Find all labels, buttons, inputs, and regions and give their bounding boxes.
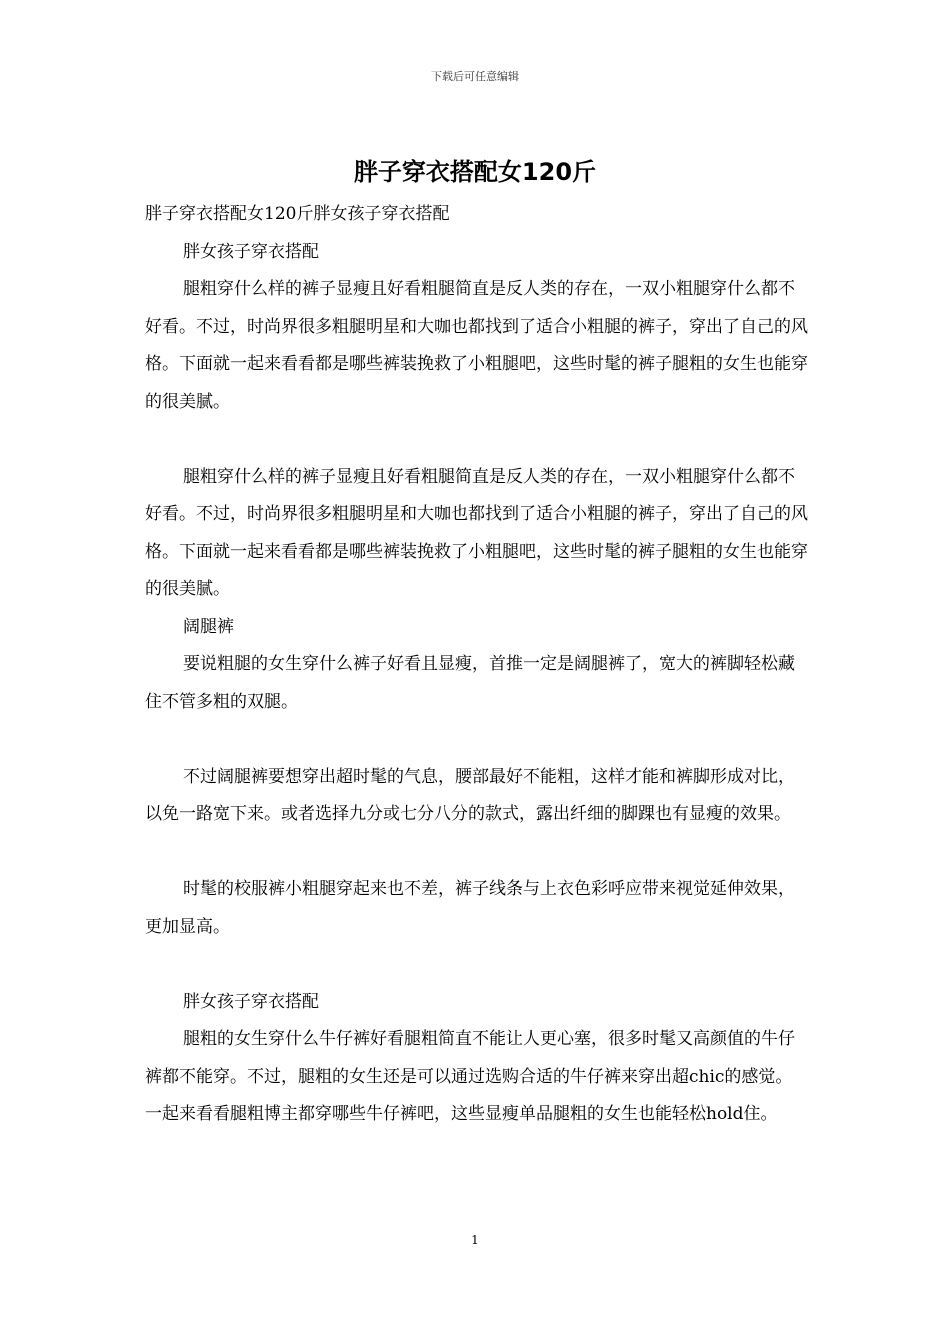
page-header-note: 下载后可任意编辑 [431, 70, 519, 83]
document-title: 胖子穿衣搭配女120斤 [353, 158, 597, 186]
body-paragraph: 腿粗穿什么样的裤子显瘦且好看粗腿简直是反人类的存在，一双小粗腿穿什么都不好看。不过，时尚界很多粗腿明星和大咖也都找到了适合小粗腿的裤子，穿出了自己的风格。下面就一起来看看都是哪些裤装挽救了小粗腿吧，这些时髦的裤子腿粗的女生也能穿的很美腻。 [145, 279, 808, 412]
section-heading: 胖女孩子穿衣搭配 [183, 991, 319, 1012]
body-paragraph: 时髦的校服裤小粗腿穿起来也不差，裤子线条与上衣色彩呼应带来视觉延伸效果，更加显高。 [145, 879, 795, 937]
blank-line [145, 834, 809, 872]
body-paragraph: 不过阔腿裤要想穿出超时髦的气息，腰部最好不能粗，这样才能和裤脚形成对比，以免一路宽下来。或者选择九分或七分八分的款式，露出纤细的脚踝也有显瘦的效果。 [145, 766, 795, 824]
body-paragraph: 腿粗穿什么样的裤子显瘦且好看粗腿简直是反人类的存在，一双小粗腿穿什么都不好看。不过，时尚界很多粗腿明星和大咖也都找到了适合小粗腿的裤子，穿出了自己的风格。下面就一起来看看都是哪些裤装挽救了小粗腿吧，这些时髦的裤子腿粗的女生也能穿的很美腻。 [145, 466, 808, 599]
blank-line [145, 721, 809, 759]
page-number: 1 [471, 1233, 479, 1247]
body-paragraph: 腿粗的女生穿什么牛仔裤好看腿粗简直不能让人更心塞，很多时髦又高颜值的牛仔裤都不能穿。不过，腿粗的女生还是可以通过选购合适的牛仔裤来穿出超chic的感觉。一起来看看腿粗博主都穿哪些牛仔裤吧，这些显瘦单品腿粗的女生也能轻松hold住。 [145, 1029, 795, 1124]
blank-line [145, 421, 809, 459]
section-heading: 阔腿裤 [183, 616, 234, 637]
subtitle-line: 胖子穿衣搭配女120斤胖女孩子穿衣搭配 [145, 204, 450, 224]
blank-line [145, 946, 809, 984]
section-heading: 胖女孩子穿衣搭配 [183, 241, 319, 262]
body-paragraph: 要说粗腿的女生穿什么裤子好看且显瘦，首推一定是阔腿裤了，宽大的裤脚轻松藏住不管多粗的双腿。 [145, 654, 795, 712]
document-body [145, 196, 809, 1134]
